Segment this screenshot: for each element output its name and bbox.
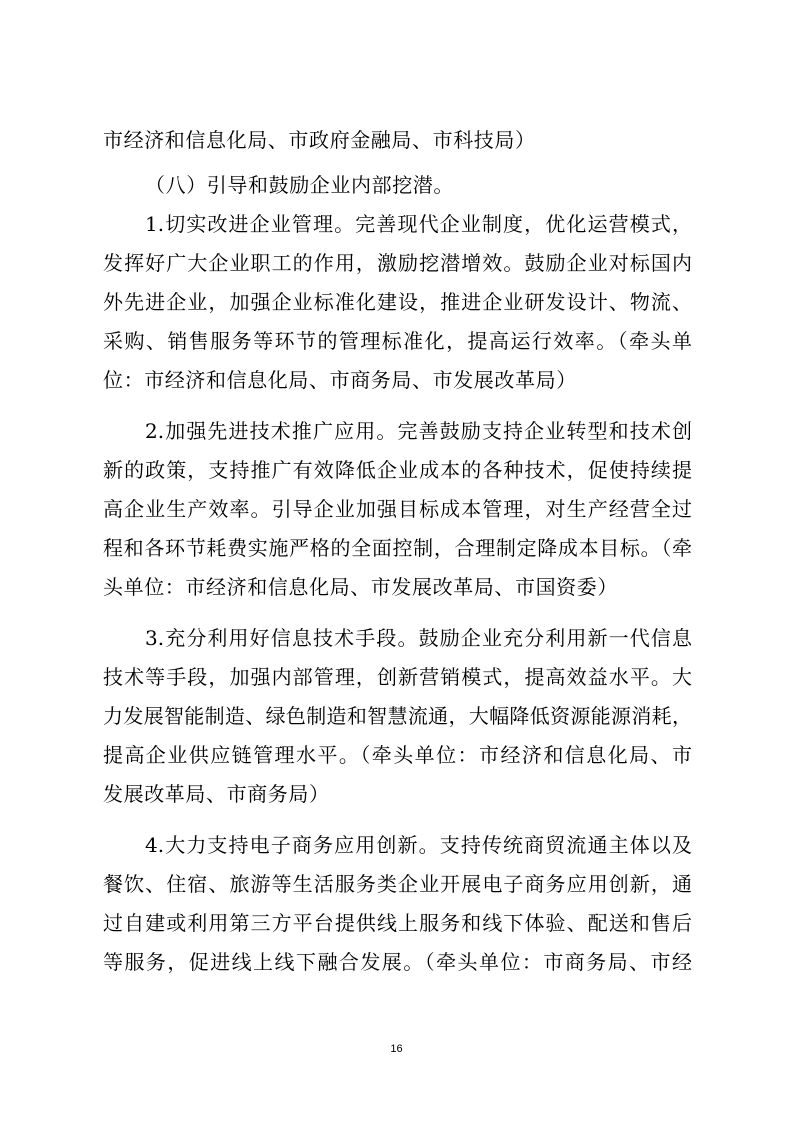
text-line: 发挥好广大企业职工的作用，激励挖潜增效。鼓励企业对标国内	[103, 251, 692, 275]
paragraph-item-2	[103, 412, 692, 607]
text-line: 新的政策，支持推广有效降低企业成本的各种技术，促使持续提	[103, 458, 692, 482]
text-line: 技术等手段，加强内部管理，创新营销模式，提高效益水平。大	[103, 665, 692, 689]
paragraph-item-4	[103, 826, 692, 982]
text-line: 等服务，促进线上线下融合发展。（牵头单位：市商务局、市经	[103, 950, 692, 974]
text-line: 位：市经济和信息化局、市商务局、市发展改革局）	[103, 368, 577, 392]
text-line: 采购、销售服务等环节的管理标准化，提高运行效率。（牵头单	[103, 329, 692, 353]
text-line: 4.大力支持电子商务应用创新。支持传统商贸流通主体以及	[145, 833, 692, 857]
text-line: （八）引导和鼓励企业内部挖潜。	[145, 173, 454, 197]
text-line: 1.切实改进企业管理。完善现代企业制度，优化运营模式，	[145, 212, 692, 236]
text-line: 程和各环节耗费实施严格的全面控制，合理制定降成本目标。（牵	[103, 536, 692, 560]
text-line: 发展改革局、市商务局）	[103, 782, 330, 806]
paragraph-item-1	[103, 205, 692, 400]
text-line: 2.加强先进技术推广应用。完善鼓励支持企业转型和技术创	[145, 419, 692, 443]
section-heading	[103, 166, 692, 205]
paragraph-item-3	[103, 619, 692, 814]
text-line: 餐饮、住宿、旅游等生活服务类企业开展电子商务应用创新，通	[103, 872, 692, 896]
text-line: 3.充分利用好信息技术手段。鼓励企业充分利用新一代信息	[145, 626, 692, 650]
paragraph-continuation	[103, 121, 692, 160]
document-body	[103, 121, 692, 982]
text-line: 力发展智能制造、绿色制造和智慧流通，大幅降低资源能源消耗，	[103, 704, 692, 728]
text-line: 外先进企业，加强企业标准化建设，推进企业研发设计、物流、	[103, 290, 692, 314]
text-line: 市经济和信息化局、市政府金融局、市科技局）	[103, 128, 536, 152]
text-line: 过自建或利用第三方平台提供线上服务和线下体验、配送和售后	[103, 911, 692, 935]
text-line: 提高企业供应链管理水平。（牵头单位：市经济和信息化局、市	[103, 743, 692, 767]
text-line: 高企业生产效率。引导企业加强目标成本管理，对生产经营全过	[103, 497, 692, 521]
page-number: 16	[390, 1043, 403, 1055]
text-line: 头单位：市经济和信息化局、市发展改革局、市国资委）	[103, 575, 618, 599]
